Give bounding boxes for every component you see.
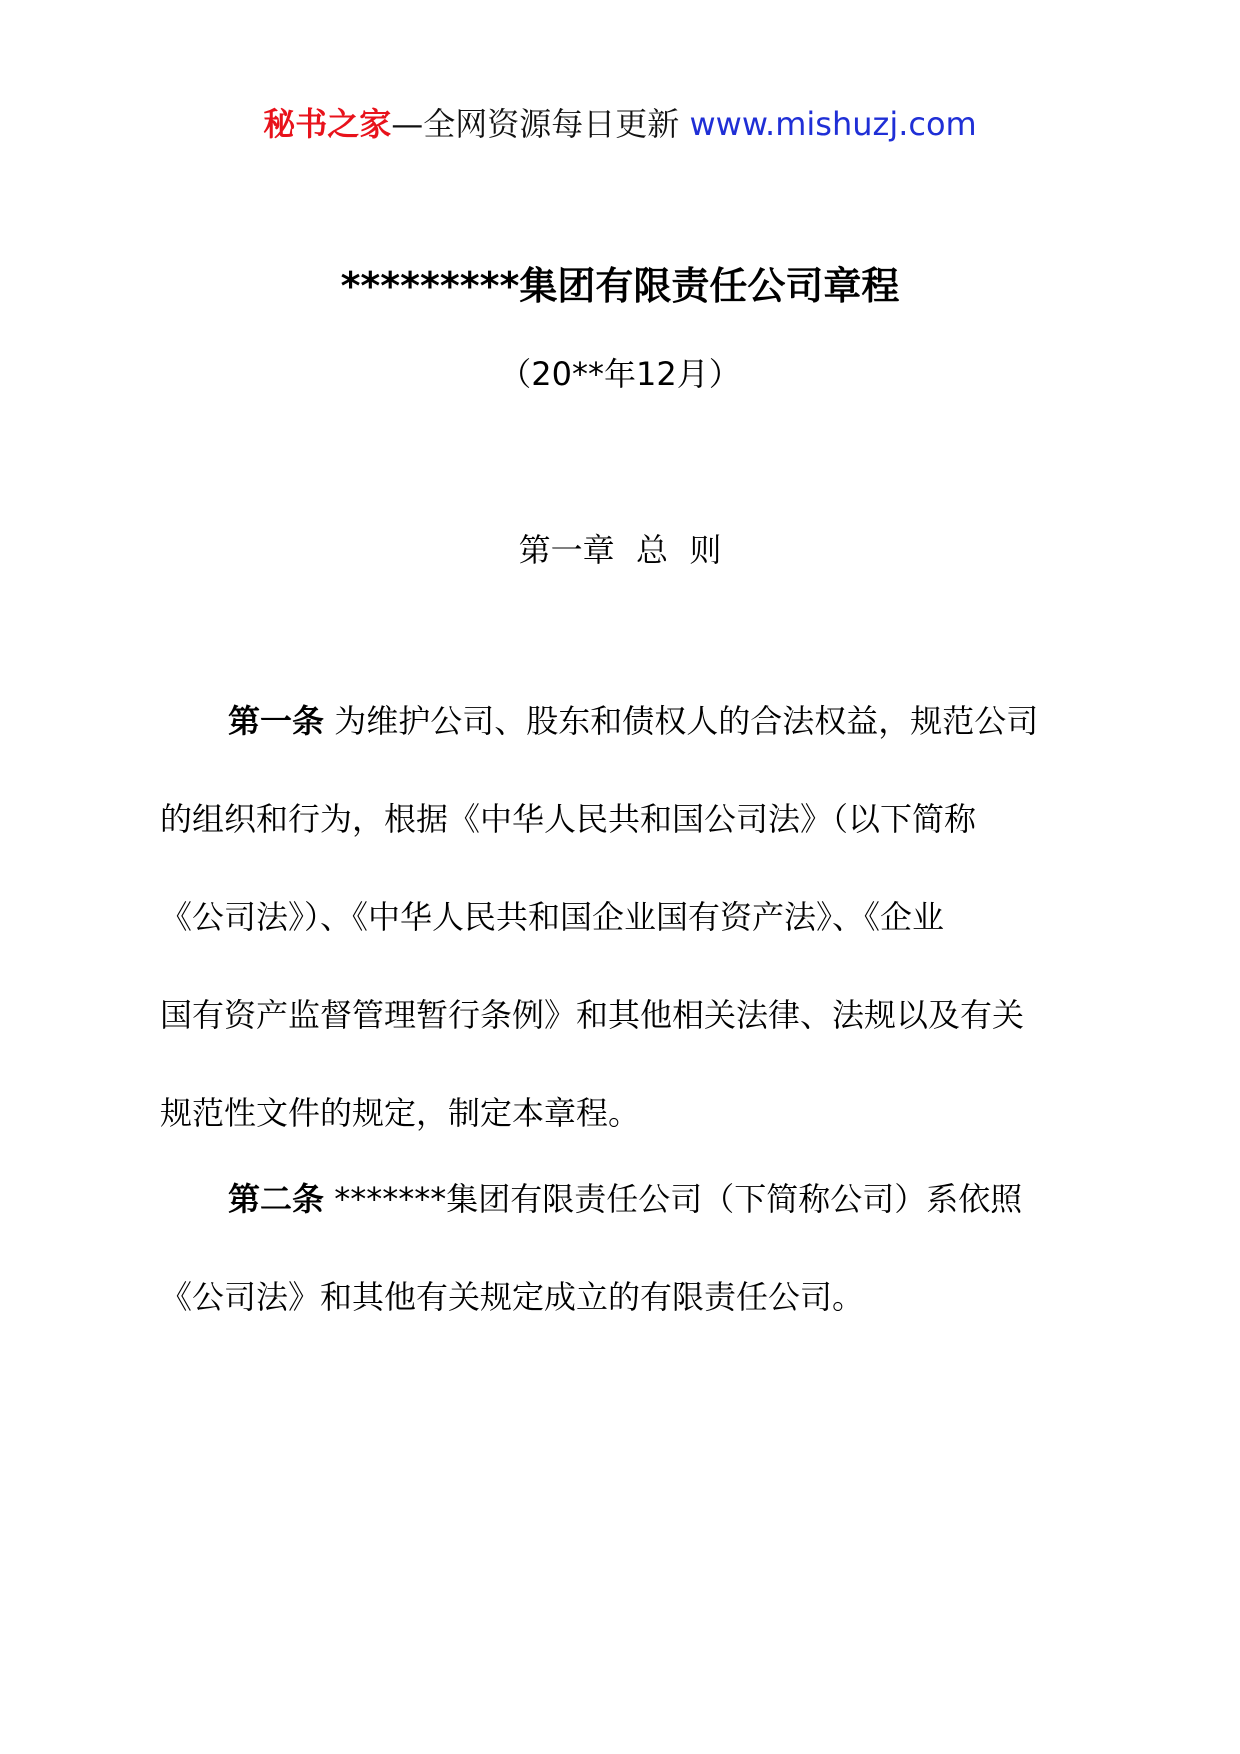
- site-url-link[interactable]: www.mishuzj.com: [689, 105, 977, 143]
- article-line: 的组织和行为，根据《中华人民共和国公司法》（以下简称: [160, 800, 977, 838]
- document-date: （20**年12月）: [499, 355, 741, 393]
- article-line: 规范性文件的规定，制定本章程。: [160, 1094, 641, 1132]
- article-line: [160, 1150, 1080, 1248]
- article-label: 第二条: [228, 1180, 325, 1218]
- brand-name: 秘书之家: [263, 105, 392, 143]
- article-line: 《公司法》和其他有关规定成立的有限责任公司。: [160, 1278, 865, 1316]
- article-line: [160, 672, 1080, 770]
- document-title: *********集团有限责任公司章程: [340, 264, 900, 308]
- article-line: 国有资产监督管理暂行条例》和其他相关法律、法规以及有关: [160, 996, 1025, 1034]
- article-text: *******集团有限责任公司（下简称公司）系依照: [324, 1180, 1023, 1218]
- article-1: [160, 672, 1080, 1162]
- article-label: 第一条: [228, 702, 325, 740]
- article-text: 为维护公司、股东和债权人的合法权益，规范公司: [324, 702, 1039, 740]
- chapter-heading: 第一章 总 则: [518, 531, 722, 569]
- header-tagline: —全网资源每日更新: [391, 105, 690, 143]
- article-line: 《公司法》）、《中华人民共和国企业国有资产法》、《企业: [160, 898, 945, 936]
- site-header: [0, 100, 1240, 148]
- article-2: [160, 1150, 1080, 1346]
